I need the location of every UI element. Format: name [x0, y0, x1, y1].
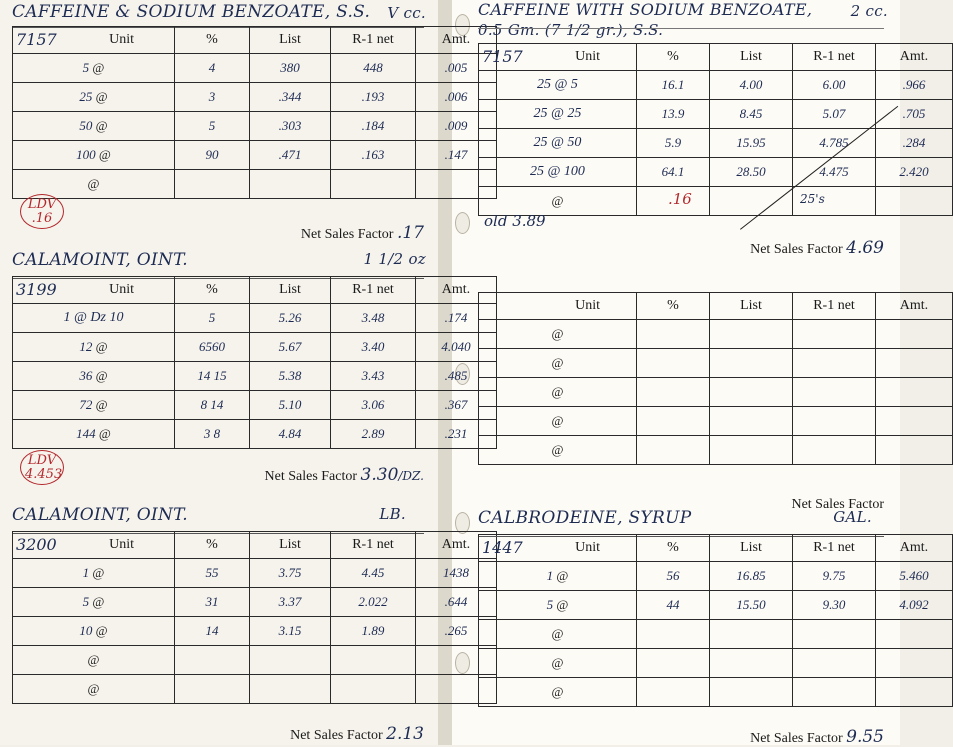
- table-row: [479, 158, 953, 187]
- cell-pct: [637, 349, 710, 378]
- cell-pct: [637, 378, 710, 407]
- cell-rnet: .163: [331, 141, 416, 170]
- cell-rnet: 6.00: [793, 71, 876, 100]
- cell-unit: @: [479, 678, 637, 707]
- cell-list: [710, 187, 793, 216]
- cell-list: 3.75: [250, 559, 331, 588]
- cell-rnet: 1.89: [331, 617, 416, 646]
- cell-pct: [637, 436, 710, 465]
- cell-pct: 31: [175, 588, 250, 617]
- cell-pct: 14: [175, 617, 250, 646]
- col-pct: %: [175, 532, 250, 559]
- net-sales-factor-line: [12, 465, 424, 485]
- cell-list: 3.15: [250, 617, 331, 646]
- cell-amt: [876, 620, 953, 649]
- cell-list: 5.26: [250, 304, 331, 333]
- col-unit: Unit: [13, 532, 175, 559]
- col-rnet: R-1 net: [793, 44, 876, 71]
- col-amt: Amt.: [876, 44, 953, 71]
- cell-list: 4.00: [710, 71, 793, 100]
- table-row: [479, 100, 953, 129]
- cell-amt: .009: [416, 112, 497, 141]
- cell-rnet: 5.07: [793, 100, 876, 129]
- net-sales-factor-value: .17: [396, 223, 424, 243]
- cell-list: [710, 320, 793, 349]
- table-header-row: [13, 277, 497, 304]
- net-sales-factor-label: Net Sales Factor: [290, 728, 383, 743]
- cell-rnet: [793, 378, 876, 407]
- cell-unit: 25 @ 25: [479, 100, 637, 129]
- cell-unit: 25 @ 5: [479, 71, 637, 100]
- record-block-calamoint-ointment-lb: [12, 505, 471, 744]
- table-row: [479, 349, 953, 378]
- cell-unit: 25 @ 100: [479, 158, 637, 187]
- cell-list: 8.45: [710, 100, 793, 129]
- cell-list: [710, 407, 793, 436]
- cell-pct: 4: [175, 54, 250, 83]
- ledger-table: [478, 292, 953, 465]
- col-amt: Amt.: [416, 27, 497, 54]
- cell-unit: @: [13, 675, 175, 704]
- cell-amt: .174: [416, 304, 497, 333]
- table-row: [13, 362, 497, 391]
- punch-hole-icon: [455, 212, 470, 234]
- cell-rnet: [793, 320, 876, 349]
- record-size-note: GAL.: [833, 508, 872, 526]
- ledger-table: [12, 276, 497, 449]
- cell-amt: [876, 187, 953, 216]
- ledger-table: [478, 43, 953, 216]
- cell-pct: 90: [175, 141, 250, 170]
- table-header-row: [479, 293, 953, 320]
- cell-unit: 144 @: [13, 420, 175, 449]
- cell-unit: @: [479, 320, 637, 349]
- cell-amt: [876, 378, 953, 407]
- net-sales-factor-label: Net Sales Factor: [264, 469, 358, 484]
- cell-pct: [637, 320, 710, 349]
- cell-amt: .265: [416, 617, 497, 646]
- col-pct: %: [175, 27, 250, 54]
- form-number: 1447: [482, 538, 523, 557]
- cell-amt: .231: [416, 420, 497, 449]
- cell-list: 16.85: [710, 562, 793, 591]
- cell-unit: @: [479, 436, 637, 465]
- cell-list: [710, 436, 793, 465]
- cell-list: 4.84: [250, 420, 331, 449]
- col-amt: Amt.: [416, 532, 497, 559]
- table-row: [13, 141, 497, 170]
- ledger-table: [478, 534, 953, 707]
- record-block-caffeine-with-sodium-benzoate: [478, 0, 929, 258]
- cell-amt: [876, 678, 953, 707]
- cell-list: [710, 349, 793, 378]
- table-row: [479, 678, 953, 707]
- record-title: CAFFEINE WITH SODIUM BENZOATE,: [478, 0, 813, 19]
- cell-rnet: 2.89: [331, 420, 416, 449]
- record-block-calamoint-ointment-1-5oz: [12, 250, 471, 485]
- table-row: [479, 187, 953, 216]
- ledger-table: [12, 26, 497, 199]
- col-rnet: R-1 net: [331, 532, 416, 559]
- table-row: [13, 83, 497, 112]
- table-row: [13, 675, 497, 704]
- col-amt: Amt.: [416, 277, 497, 304]
- col-amt: Amt.: [876, 535, 953, 562]
- cell-unit: @: [13, 170, 175, 199]
- net-sales-factor-value: 4.69: [846, 238, 884, 258]
- table-row: [13, 617, 497, 646]
- cell-rnet: 4.785: [793, 129, 876, 158]
- table-row: [13, 112, 497, 141]
- cell-rnet: [331, 170, 416, 199]
- cell-rnet: [331, 646, 416, 675]
- cell-pct: 13.9: [637, 100, 710, 129]
- table-row: [13, 559, 497, 588]
- cell-amt: [876, 407, 953, 436]
- cell-unit: 1 @: [479, 562, 637, 591]
- cell-unit: 50 @: [13, 112, 175, 141]
- table-row: [13, 588, 497, 617]
- cell-list: .471: [250, 141, 331, 170]
- cell-rnet: [793, 436, 876, 465]
- record-block-calbrodeine-syrup: [478, 508, 929, 747]
- cell-amt: 2.420: [876, 158, 953, 187]
- record-size-note: LB.: [379, 505, 406, 523]
- net-sales-factor-value: 3.30: [360, 465, 399, 485]
- cell-pct: 14 15: [175, 362, 250, 391]
- record-block-caffeine-sodium-benzoate: [12, 2, 471, 243]
- record-subtitle: 0.5 Gm. (7 1/2 gr.), S.S.: [478, 21, 664, 39]
- cell-unit: 12 @: [13, 333, 175, 362]
- record-size-note: 2 cc.: [850, 2, 888, 20]
- table-row: [13, 420, 497, 449]
- cell-amt: .005: [416, 54, 497, 83]
- net-sales-factor-label: Net Sales Factor: [791, 497, 884, 512]
- cell-pct: 56: [637, 562, 710, 591]
- table-row: [479, 129, 953, 158]
- cell-rnet: 448: [331, 54, 416, 83]
- cell-rnet: [793, 649, 876, 678]
- net-sales-factor-line: [478, 238, 884, 258]
- col-rnet: R-1 net: [793, 293, 876, 320]
- cell-pct: 44: [637, 591, 710, 620]
- cell-pct: [175, 170, 250, 199]
- record-size-note: 1 1/2 oz: [363, 250, 426, 268]
- table-header-row: [13, 27, 497, 54]
- net-sales-factor-label: Net Sales Factor: [750, 731, 843, 746]
- table-row: [13, 304, 497, 333]
- cell-rnet: [331, 675, 416, 704]
- cell-unit: @: [479, 378, 637, 407]
- cell-unit: @: [479, 349, 637, 378]
- cell-rnet: 9.75: [793, 562, 876, 591]
- record-block-blank: [478, 292, 929, 513]
- nsf-prefix-note: 25's: [800, 192, 825, 206]
- cell-pct: 8 14: [175, 391, 250, 420]
- cell-list: .344: [250, 83, 331, 112]
- cell-amt: 4.092: [876, 591, 953, 620]
- cell-list: [710, 620, 793, 649]
- ledger-table: [12, 531, 497, 704]
- cell-unit: @: [479, 187, 637, 216]
- cell-unit: @: [479, 620, 637, 649]
- cell-pct: 64.1: [637, 158, 710, 187]
- net-sales-factor-line: [478, 727, 884, 747]
- table-row: [479, 71, 953, 100]
- table-row: [479, 378, 953, 407]
- cell-pct: [175, 646, 250, 675]
- cell-unit: 1 @: [13, 559, 175, 588]
- table-row: [13, 391, 497, 420]
- cell-list: [710, 649, 793, 678]
- col-unit: Unit: [479, 44, 637, 71]
- cell-pct: [175, 675, 250, 704]
- table-row: [479, 620, 953, 649]
- table-row: [479, 320, 953, 349]
- cell-rnet: 4.45: [331, 559, 416, 588]
- cell-amt: [876, 649, 953, 678]
- net-sales-factor-line: [12, 223, 424, 243]
- col-unit: Unit: [13, 277, 175, 304]
- cell-list: [250, 170, 331, 199]
- table-row: [479, 591, 953, 620]
- net-sales-factor-label: Net Sales Factor: [750, 242, 843, 257]
- cell-list: [250, 675, 331, 704]
- cell-list: 15.95: [710, 129, 793, 158]
- cell-amt: .367: [416, 391, 497, 420]
- cell-list: [710, 678, 793, 707]
- cell-amt: .485: [416, 362, 497, 391]
- col-pct: %: [637, 44, 710, 71]
- cell-amt: 4.040: [416, 333, 497, 362]
- cell-unit: 72 @: [13, 391, 175, 420]
- col-list: List: [710, 535, 793, 562]
- cell-unit: 25 @: [13, 83, 175, 112]
- net-sales-factor-line: [12, 724, 424, 744]
- net-sales-factor-value: 9.55: [846, 727, 884, 747]
- cell-amt: 5.460: [876, 562, 953, 591]
- form-number: 7157: [482, 47, 523, 66]
- cell-unit: @: [479, 649, 637, 678]
- cell-unit: @: [479, 407, 637, 436]
- cell-pct: 16.1: [637, 71, 710, 100]
- table-row: [13, 170, 497, 199]
- cell-list: 5.38: [250, 362, 331, 391]
- cell-pct: 5: [175, 112, 250, 141]
- col-rnet: R-1 net: [331, 27, 416, 54]
- cell-unit: 5 @: [13, 588, 175, 617]
- record-title: CALAMOINT, OINT.: [12, 505, 189, 525]
- cell-list: 5.10: [250, 391, 331, 420]
- cell-amt: .644: [416, 588, 497, 617]
- cell-unit: 100 @: [13, 141, 175, 170]
- col-rnet: R-1 net: [793, 535, 876, 562]
- cell-amt: [876, 436, 953, 465]
- table-row: [13, 54, 497, 83]
- cell-amt: .966: [876, 71, 953, 100]
- col-list: List: [250, 532, 331, 559]
- cell-list: 380: [250, 54, 331, 83]
- cell-unit: 25 @ 50: [479, 129, 637, 158]
- old-value-note: old 3.89: [484, 212, 546, 230]
- cell-amt: .147: [416, 141, 497, 170]
- cell-pct: 3 8: [175, 420, 250, 449]
- cell-pct: [637, 407, 710, 436]
- cell-rnet: [793, 678, 876, 707]
- cell-pct: 6560: [175, 333, 250, 362]
- cell-amt: .006: [416, 83, 497, 112]
- cell-rnet: 3.06: [331, 391, 416, 420]
- cell-rnet: 4.475: [793, 158, 876, 187]
- col-pct: %: [175, 277, 250, 304]
- cell-pct: 3: [175, 83, 250, 112]
- cell-list: .303: [250, 112, 331, 141]
- ldv-stamp: LDV 4.453: [20, 450, 64, 485]
- cell-rnet: 9.30: [793, 591, 876, 620]
- cell-amt: 1438: [416, 559, 497, 588]
- cell-pct: [637, 678, 710, 707]
- table-row: [13, 646, 497, 675]
- cell-unit: 5 @: [13, 54, 175, 83]
- cell-pct: 5: [175, 304, 250, 333]
- table-header-row: [13, 532, 497, 559]
- form-number: 3199: [16, 280, 57, 299]
- record-title: CALAMOINT, OINT.: [12, 250, 189, 270]
- col-list: List: [710, 44, 793, 71]
- cell-rnet: [793, 349, 876, 378]
- col-list: List: [250, 27, 331, 54]
- col-list: List: [710, 293, 793, 320]
- table-row: [479, 562, 953, 591]
- table-row: [479, 436, 953, 465]
- cell-pct: [637, 620, 710, 649]
- col-unit: Unit: [479, 535, 637, 562]
- net-sales-factor-unit: /DZ.: [398, 469, 424, 483]
- record-title: CAFFEINE & SODIUM BENZOATE, S.S.: [12, 2, 371, 22]
- ldv-stamp: LDV .16: [20, 194, 64, 229]
- table-row: [479, 407, 953, 436]
- cell-rnet: [793, 620, 876, 649]
- table-header-row: [479, 535, 953, 562]
- col-amt: Amt.: [876, 293, 953, 320]
- col-pct: %: [637, 535, 710, 562]
- col-unit: Unit: [13, 27, 175, 54]
- col-rnet: R-1 net: [331, 277, 416, 304]
- cell-unit: @: [13, 646, 175, 675]
- cell-list: [250, 646, 331, 675]
- cell-unit: 5 @: [479, 591, 637, 620]
- col-pct: %: [637, 293, 710, 320]
- cell-rnet: 2.022: [331, 588, 416, 617]
- cell-amt: [876, 349, 953, 378]
- cell-amt: [876, 320, 953, 349]
- net-sales-factor-label: Net Sales Factor: [300, 227, 394, 242]
- cell-pct: 55: [175, 559, 250, 588]
- record-title: CALBRODEINE, SYRUP: [478, 508, 692, 528]
- cell-unit: 36 @: [13, 362, 175, 391]
- cell-list: [710, 378, 793, 407]
- cell-rnet: [793, 407, 876, 436]
- cell-amt: .705: [876, 100, 953, 129]
- red-margin-note: .16: [668, 190, 692, 208]
- cell-rnet: 3.48: [331, 304, 416, 333]
- cell-list: 5.67: [250, 333, 331, 362]
- cell-pct: [637, 649, 710, 678]
- table-header-row: [479, 44, 953, 71]
- form-number: 3200: [16, 535, 57, 554]
- cell-unit: 10 @: [13, 617, 175, 646]
- table-row: [13, 333, 497, 362]
- table-row: [479, 649, 953, 678]
- cell-rnet: 3.40: [331, 333, 416, 362]
- form-number: 7157: [16, 30, 57, 49]
- cell-list: 28.50: [710, 158, 793, 187]
- cell-amt: .284: [876, 129, 953, 158]
- cell-unit: 1 @ Dz 10: [13, 304, 175, 333]
- cell-rnet: .193: [331, 83, 416, 112]
- cell-rnet: .184: [331, 112, 416, 141]
- cell-list: 15.50: [710, 591, 793, 620]
- net-sales-factor-value: 2.13: [386, 724, 424, 744]
- record-size-note: V cc.: [387, 4, 426, 22]
- col-unit: Unit: [479, 293, 637, 320]
- cell-pct: 5.9: [637, 129, 710, 158]
- col-list: List: [250, 277, 331, 304]
- cell-rnet: 3.43: [331, 362, 416, 391]
- cell-list: 3.37: [250, 588, 331, 617]
